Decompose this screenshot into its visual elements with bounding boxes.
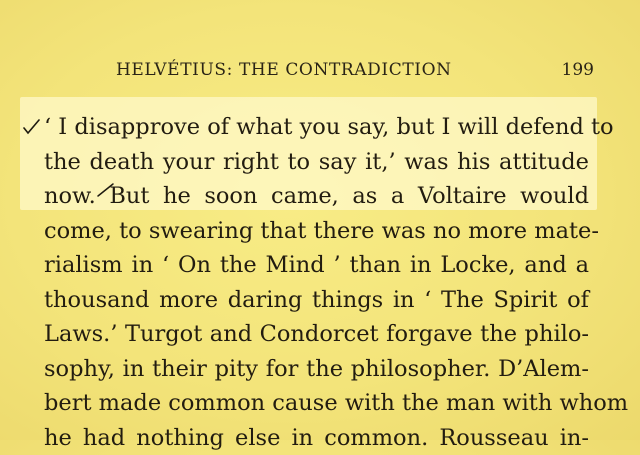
text-line: rialism in ‘ On the Mind ’ than in Locke, and a — [44, 248, 589, 283]
text-line: ‘ I disapprove of what you say, but I will defend to — [44, 110, 589, 145]
text-line: come, to swearing that there was no more mate- — [44, 214, 589, 249]
page-number: 199 — [562, 60, 594, 80]
text-line: Laws.’ Turgot and Condorcet forgave the philo- — [44, 317, 589, 352]
text-line: thousand more daring things in ‘ The Spirit of — [44, 283, 589, 318]
text-line: now. But he soon came, as a Voltaire would — [44, 179, 589, 214]
text-line: bert made common cause with the man with whom — [44, 386, 589, 421]
chapter-title: HELVÉTIUS: THE CONTRADICTION — [116, 60, 452, 80]
text-line: the death your right to say it,’ was his attitude — [44, 145, 589, 180]
text-line: sophy, in their pity for the philosopher. D’Alem- — [44, 352, 589, 387]
body-paragraph — [44, 110, 589, 455]
slash-mark-icon — [22, 118, 42, 136]
running-header — [116, 60, 594, 80]
text-line: he had nothing else in common. Rousseau in- — [44, 421, 589, 455]
